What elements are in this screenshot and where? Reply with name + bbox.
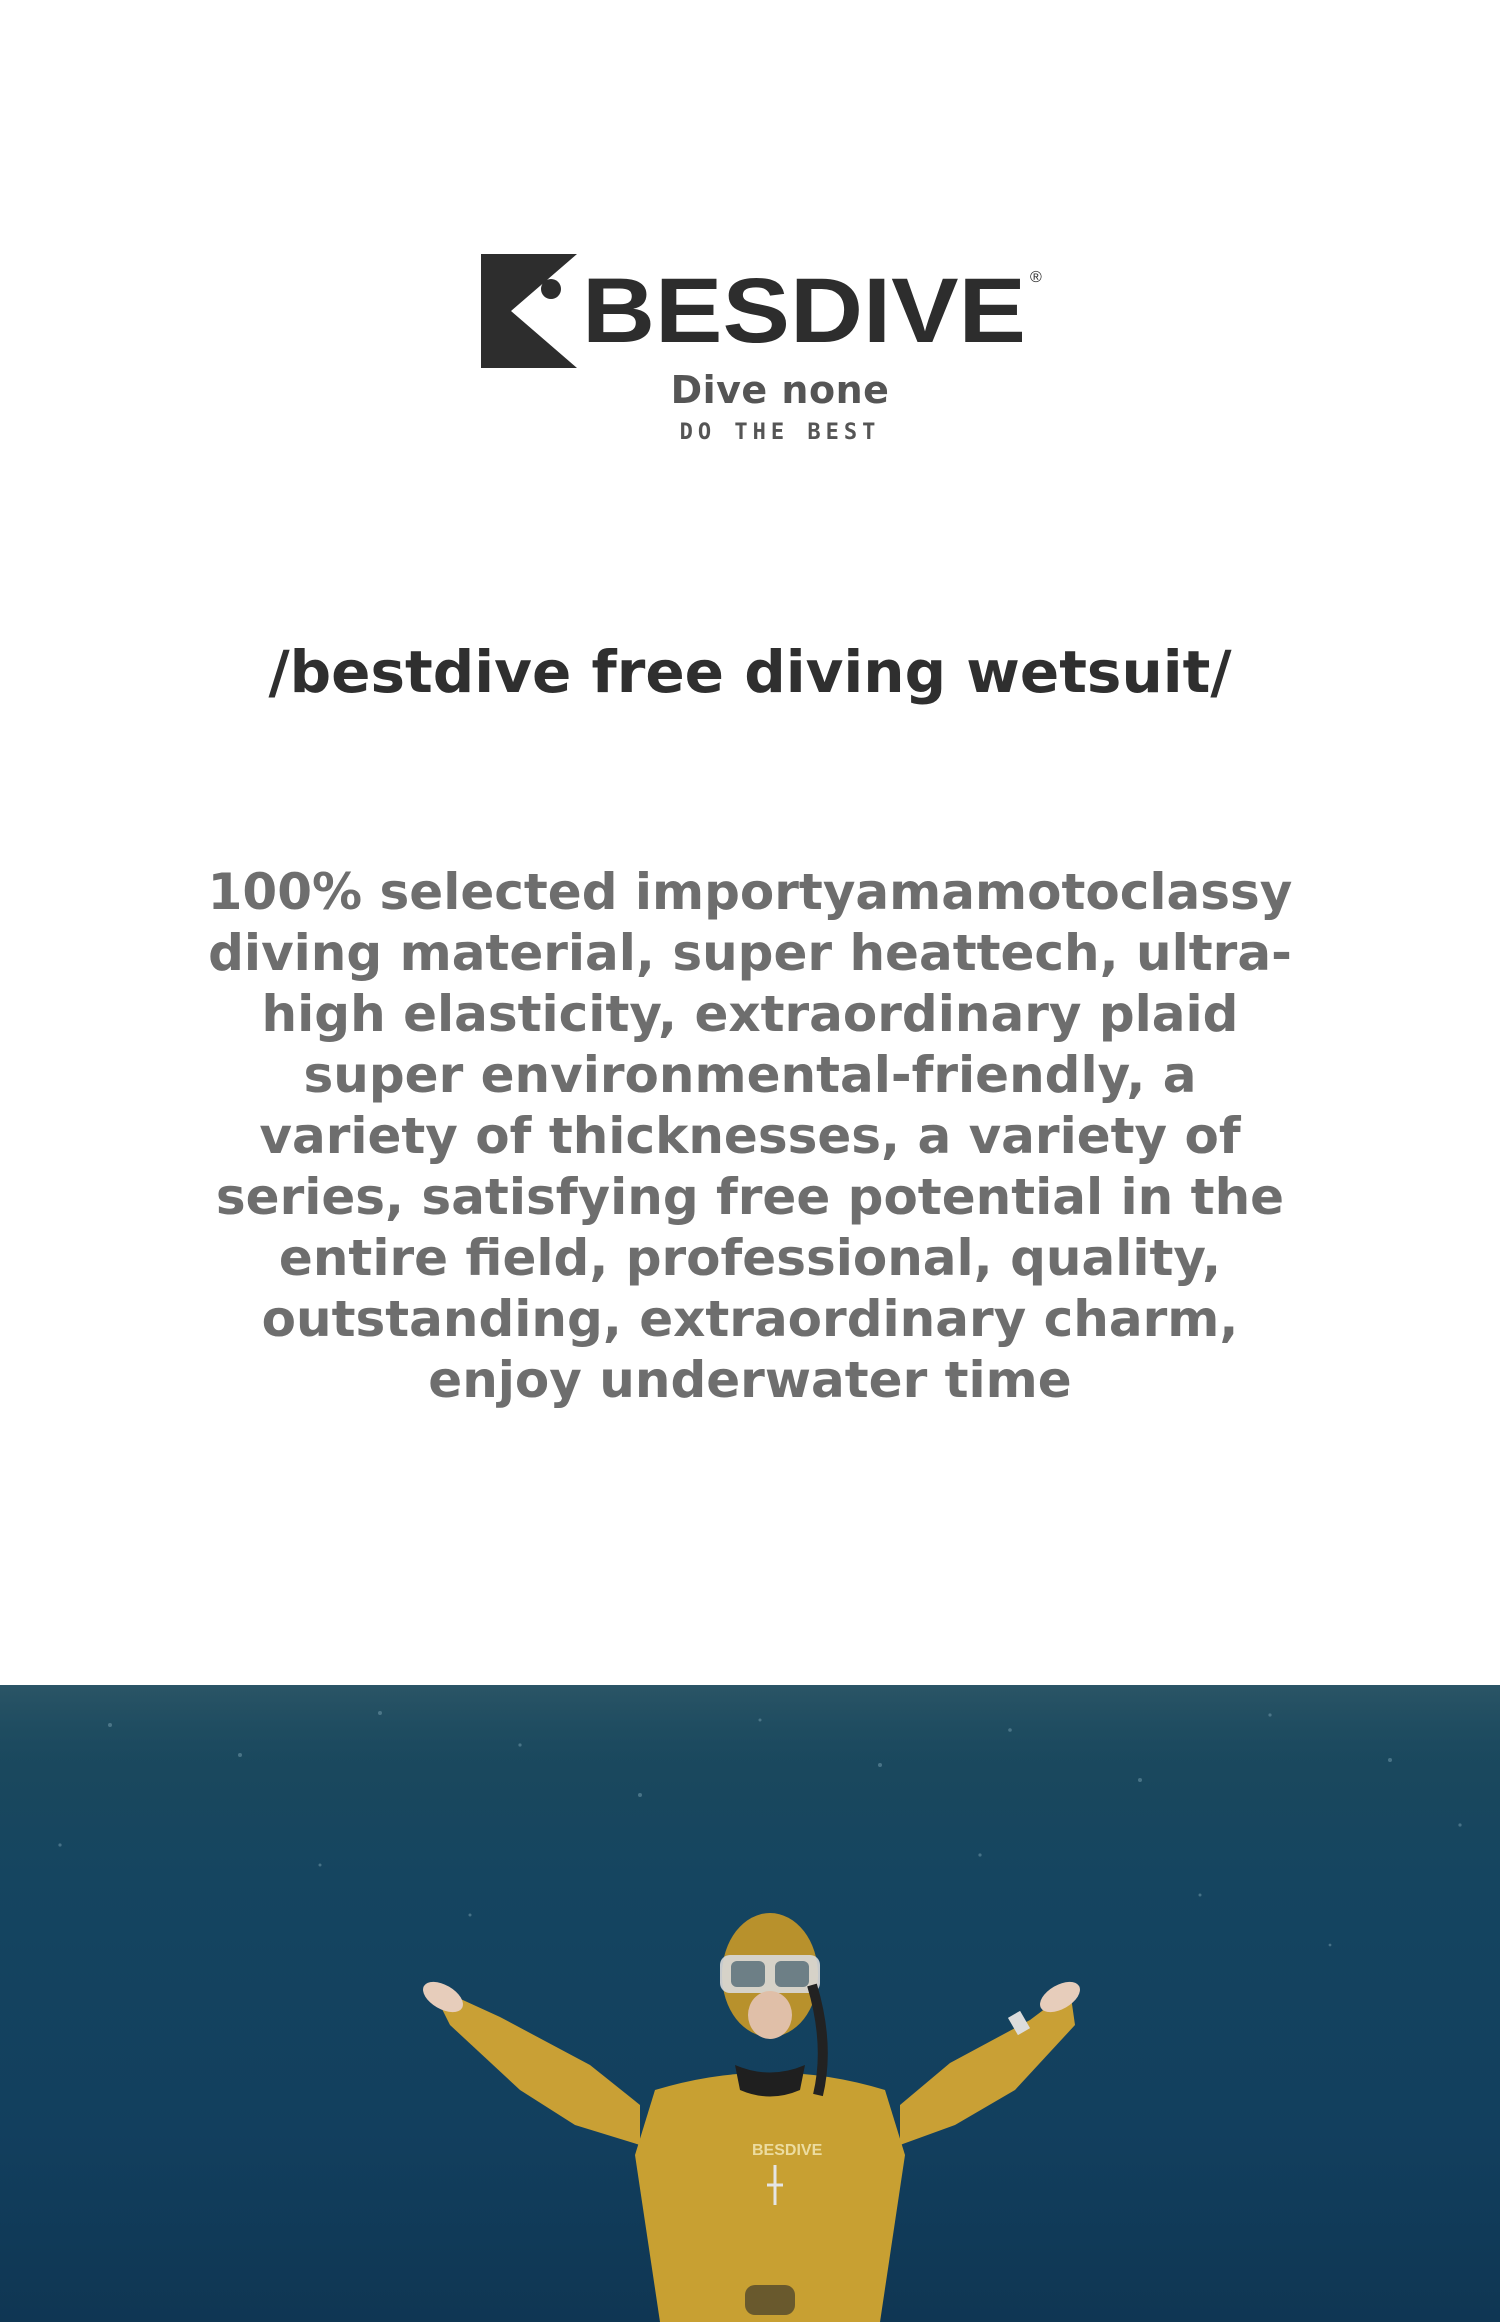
water-surface xyxy=(0,1685,1500,1775)
diver-photo xyxy=(0,1685,1500,2322)
logo-text: BESDIVE xyxy=(582,262,1026,362)
suit-logo-text: BESDIVE xyxy=(752,2142,823,2159)
brand-tagline: Dive none xyxy=(670,368,890,412)
brand-logo-icon xyxy=(481,254,577,368)
brand-logo-wordmark xyxy=(582,262,1042,362)
diver-illustration xyxy=(0,1685,1500,2322)
product-description: 100% selected importyamamotoclassy diving material, super heattech, ultra-high elasticity, extraordinary plaid super environmental-friendly, a variety of thicknesses, a variety of series, satisfying free potential in the entire field, professional, quality, outstanding, extraordinary charm, enjoy underwater time xyxy=(207,863,1293,1409)
page-title: /bestdive free diving wetsuit/ xyxy=(268,638,1232,706)
diver-figure xyxy=(418,1913,1085,2322)
registered-mark: ® xyxy=(1030,269,1042,286)
brand-subtagline: DO THE BEST xyxy=(679,420,881,445)
